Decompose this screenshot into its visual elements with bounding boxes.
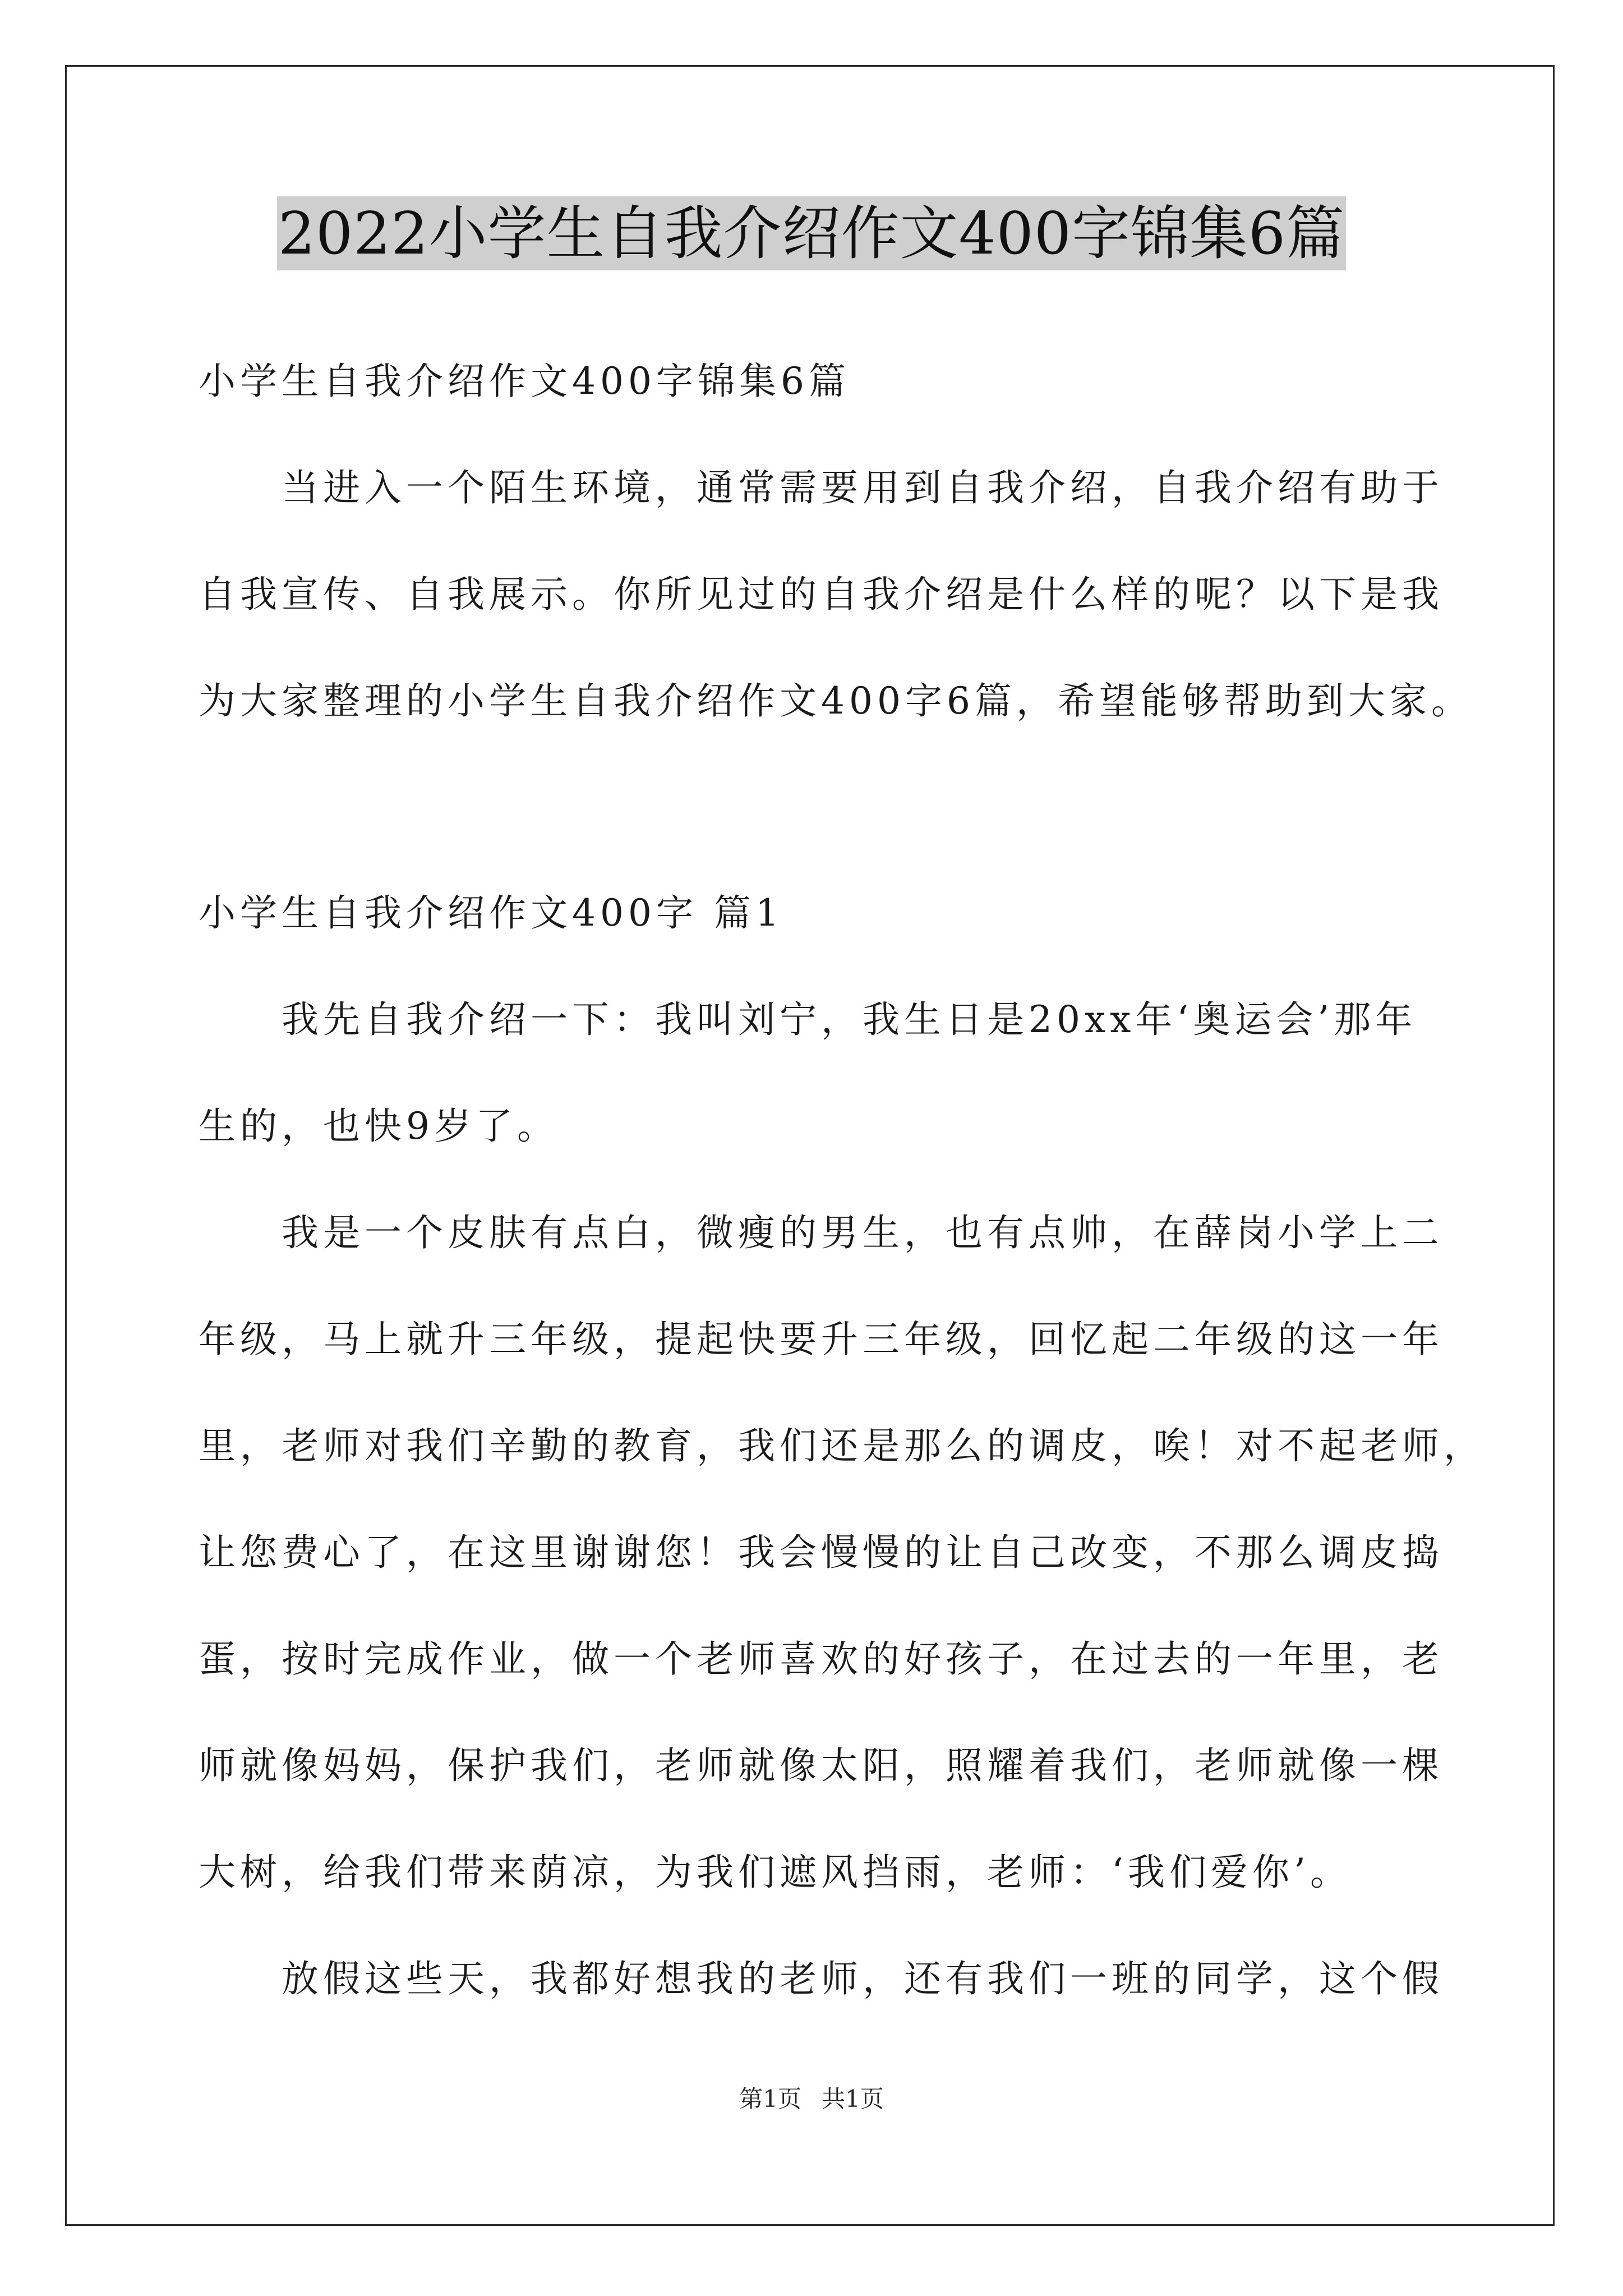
- paragraph-line: 师就像妈妈，保护我们，老师就像太阳，照耀着我们，老师就像一棵: [199, 1744, 1444, 1787]
- paragraph-line: 放假这些天，我都好想我的老师，还有我们一班的同学，这个假: [282, 1957, 1444, 2000]
- paragraph-line: 我是一个皮肤有点白，微瘦的男生，也有点帅，在薛岗小学上二: [282, 1211, 1444, 1254]
- intro-line: 自我宣传、自我展示。你所见过的自我介绍是什么样的呢？以下是我: [199, 573, 1444, 616]
- page-number: 第1页: [739, 2085, 801, 2113]
- paragraph-line: 生的，也快9岁了。: [199, 1105, 559, 1148]
- paragraph-line: 年级，马上就升三年级，提起快要升三年级，回忆起二年级的这一年: [199, 1318, 1444, 1361]
- title-container: [0, 196, 1623, 270]
- subtitle: 小学生自我介绍作文400字锦集6篇: [199, 360, 850, 403]
- section-heading: 小学生自我介绍作文400字 篇1: [199, 891, 783, 935]
- page-total: 共1页: [822, 2085, 884, 2113]
- paragraph-line: 里，老师对我们辛勤的教育，我们还是那么的调皮，唉！对不起老师，: [199, 1424, 1485, 1467]
- intro-line: 当进入一个陌生环境，通常需要用到自我介绍，自我介绍有助于: [282, 466, 1444, 509]
- paragraph-line: 大树，给我们带来荫凉，为我们遮风挡雨，老师：‘我们爱你’。: [199, 1851, 1352, 1894]
- page-footer: [0, 2082, 1623, 2116]
- paragraph-line: 让您费心了，在这里谢谢您！我会慢慢的让自己改变，不那么调皮捣: [199, 1531, 1444, 1574]
- paragraph-line: 蛋，按时完成作业，做一个老师喜欢的好孩子，在过去的一年里，老: [199, 1637, 1444, 1681]
- document-title: 2022小学生自我介绍作文400字锦集6篇: [277, 196, 1346, 270]
- intro-line: 为大家整理的小学生自我介绍作文400字6篇，希望能够帮助到大家。: [199, 679, 1473, 723]
- paragraph-line: 我先自我介绍一下：我叫刘宁，我生日是20xx年‘奥运会’那年: [282, 998, 1417, 1041]
